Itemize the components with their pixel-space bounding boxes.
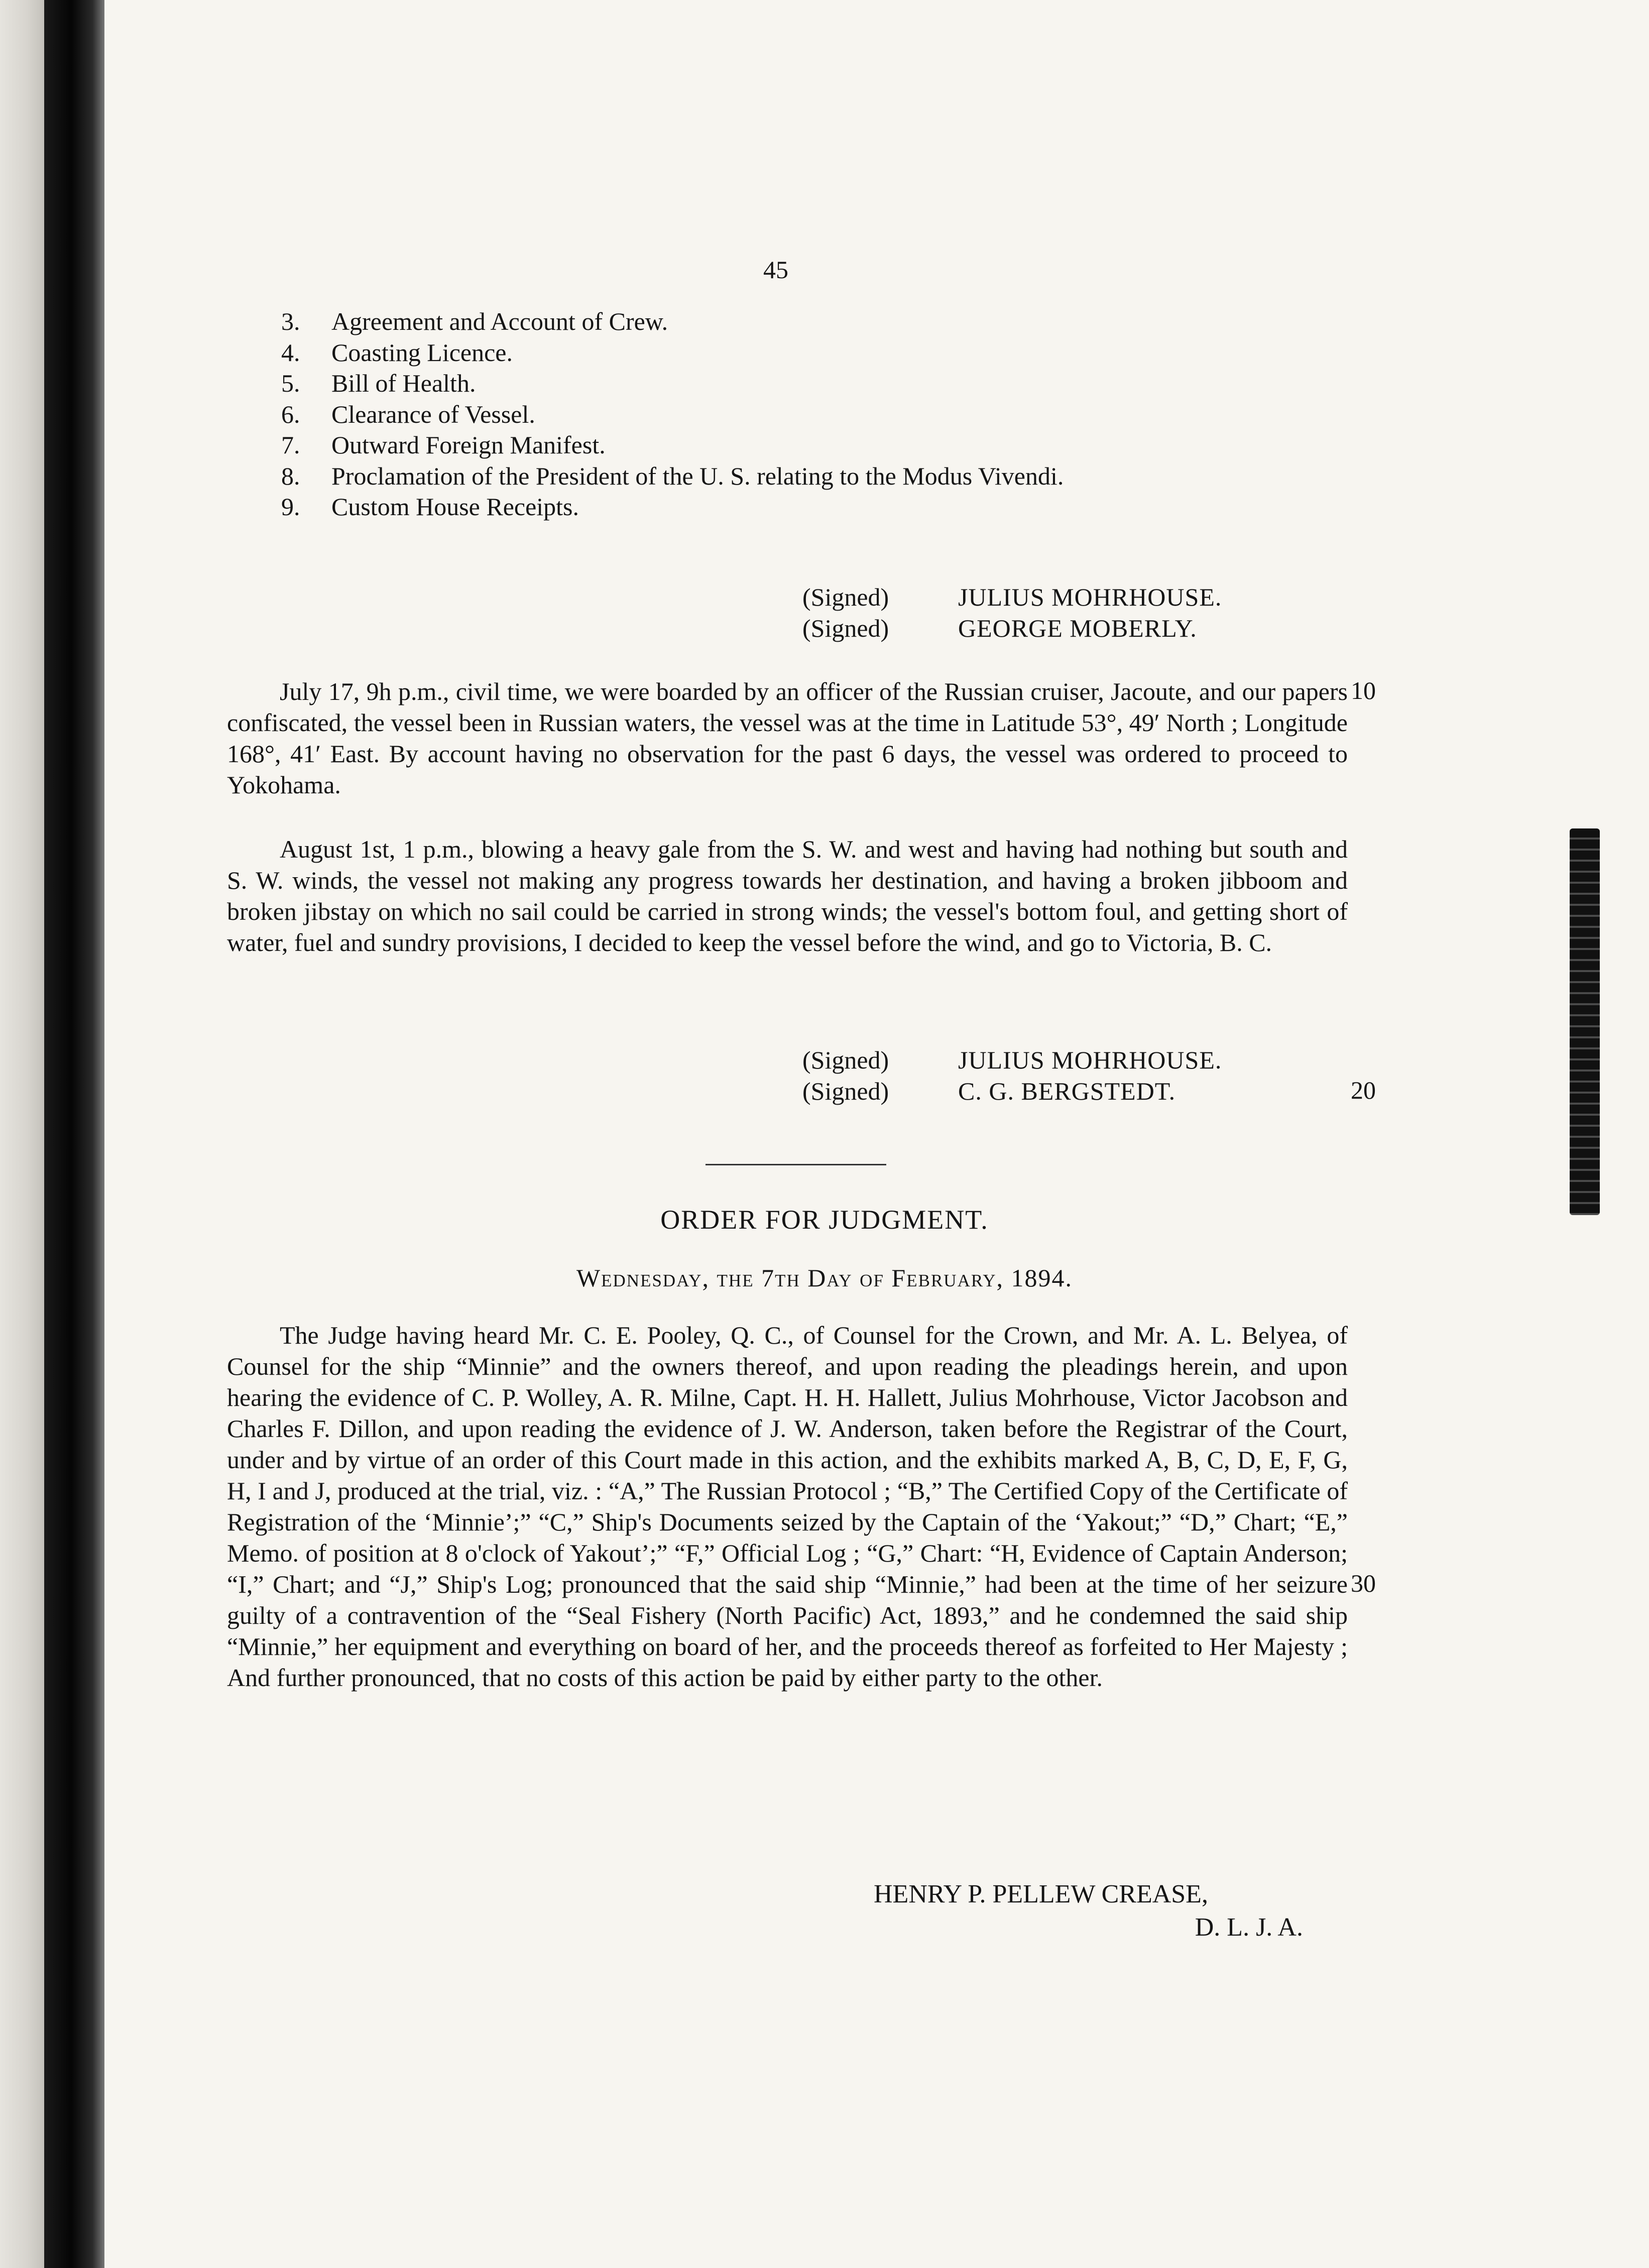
list-item xyxy=(281,306,1386,337)
signature-row xyxy=(802,613,1222,644)
list-item-number: 3. xyxy=(281,307,300,335)
list-item xyxy=(281,337,1386,369)
list-item-text: Proclamation of the President of the U. S. relating to the Modus Vivendi. xyxy=(331,461,1064,490)
list-item xyxy=(281,399,1386,430)
paragraph-july-boarding: July 17, 9h p.m., civil time, we were boarded by an officer of the Russian cruiser, Jacoute, and our papers confiscated, the vessel been in Russian waters, the vessel was at the time in Latitude 53°, 49′ North ; Longitude 168°, 41′ East. By account having no observation for the past 6 days, the vessel was ordered to proceed to Yokohama. xyxy=(227,677,1348,799)
line-number-20: 20 xyxy=(1351,1076,1376,1104)
page-edge-shadow xyxy=(0,0,44,2268)
list-item-number: 8. xyxy=(281,461,300,490)
list-item-text: Coasting Licence. xyxy=(331,338,513,367)
documents-list xyxy=(281,306,1386,523)
section-divider xyxy=(705,1164,886,1165)
list-item xyxy=(281,461,1386,492)
order-heading: ORDER FOR JUDGMENT. xyxy=(660,1205,989,1235)
judge-name: HENRY P. PELLEW CREASE, xyxy=(874,1880,1208,1908)
signature-block-second xyxy=(802,1044,1222,1107)
signatory-name: JULIUS MOHRHOUSE. xyxy=(958,1046,1222,1074)
list-item-number: 6. xyxy=(281,400,300,428)
list-item-number: 7. xyxy=(281,431,300,459)
signature-row xyxy=(802,1044,1222,1076)
signatory-name: GEORGE MOBERLY. xyxy=(958,614,1197,642)
signatory-name: JULIUS MOHRHOUSE. xyxy=(958,583,1222,611)
list-item xyxy=(281,492,1386,523)
list-item-text: Agreement and Account of Crew. xyxy=(331,307,668,335)
page-number: 45 xyxy=(763,256,788,284)
list-item-text: Outward Foreign Manifest. xyxy=(331,431,606,459)
line-number-10: 10 xyxy=(1351,676,1376,704)
signed-label: (Signed) xyxy=(802,614,889,642)
list-item xyxy=(281,368,1386,399)
signed-label: (Signed) xyxy=(802,1046,889,1074)
binding-spine xyxy=(44,0,104,2268)
signature-block-first xyxy=(802,581,1222,644)
signed-label: (Signed) xyxy=(802,583,889,611)
paragraph-august-gale: August 1st, 1 p.m., blowing a heavy gale from the S. W. and west and having had nothing but south and S. W. winds, the vessel not making any progress towards her destination, and having a broken jibboom and broken jibstay on which no sail could be carried in strong winds; the vessel's bottom foul, and getting short of water, fuel and sundry provisions, I decided to keep the vessel before the wind, and go to Victoria, B. C. xyxy=(227,835,1348,957)
list-item-number: 9. xyxy=(281,493,300,521)
signature-row xyxy=(802,581,1222,613)
list-item-text: Custom House Receipts. xyxy=(331,493,579,521)
list-item xyxy=(281,430,1386,461)
list-item-number: 5. xyxy=(281,369,300,397)
line-number-30: 30 xyxy=(1351,1569,1376,1597)
list-item-text: Clearance of Vessel. xyxy=(331,400,535,428)
signed-label: (Signed) xyxy=(802,1077,889,1105)
list-item-number: 4. xyxy=(281,338,300,367)
judge-title: D. L. J. A. xyxy=(1195,1913,1303,1942)
signature-row xyxy=(802,1076,1222,1107)
judge-signature xyxy=(874,1878,1356,1944)
order-dateline: Wednesday, the 7th Day of February, 1894. xyxy=(576,1264,1073,1292)
list-item-text: Bill of Health. xyxy=(331,369,476,397)
signatory-name: C. G. BERGSTEDT. xyxy=(958,1077,1176,1105)
binding-clip-mark xyxy=(1570,828,1600,1215)
order-paragraph: The Judge having heard Mr. C. E. Pooley, Q. C., of Counsel for the Crown, and Mr. A. L. Belyea, of Counsel for the ship “Minnie” and the owners thereof, and upon reading the pleadings herein, and upon hearing the evidence of C. P. Wolley, A. R. Milne, Capt. H. H. Hallett, Julius Mohrhouse, Victor Jacobson and Charles F. Dillon, and upon reading the evidence of J. W. Anderson, taken before the Registrar of the Court, under and by virtue of an order of this Court made in this action, and the exhibits marked A, B, C, D, E, F, G, H, I and J, produced at the trial, viz. : “A,” The Russian Protocol ; “B,” The Certified Copy of the Certificate of Registration of the ‘Minnie’;” “C,” Ship's Documents seized by the Captain of the ‘Yakout;” “D,” Chart; “E,” Memo. of position at 8 o'clock of Yakout’;” “F,” Official Log ; “G,” Chart: “H, Evidence of Captain Anderson; “I,” Chart; and “J,” Ship's Log; pronounced that the said ship “Minnie,” had been at the time of her seizure guilty of a contravention of the “Seal Fishery (North Pacific) Act, 1893,” and he condemned the said ship “Minnie,” her equipment and everything on board of her, and the proceeds thereof as forfeited to Her Majesty ; And further pronounced, that no costs of this action be paid by either party to the other. xyxy=(227,1321,1348,1692)
